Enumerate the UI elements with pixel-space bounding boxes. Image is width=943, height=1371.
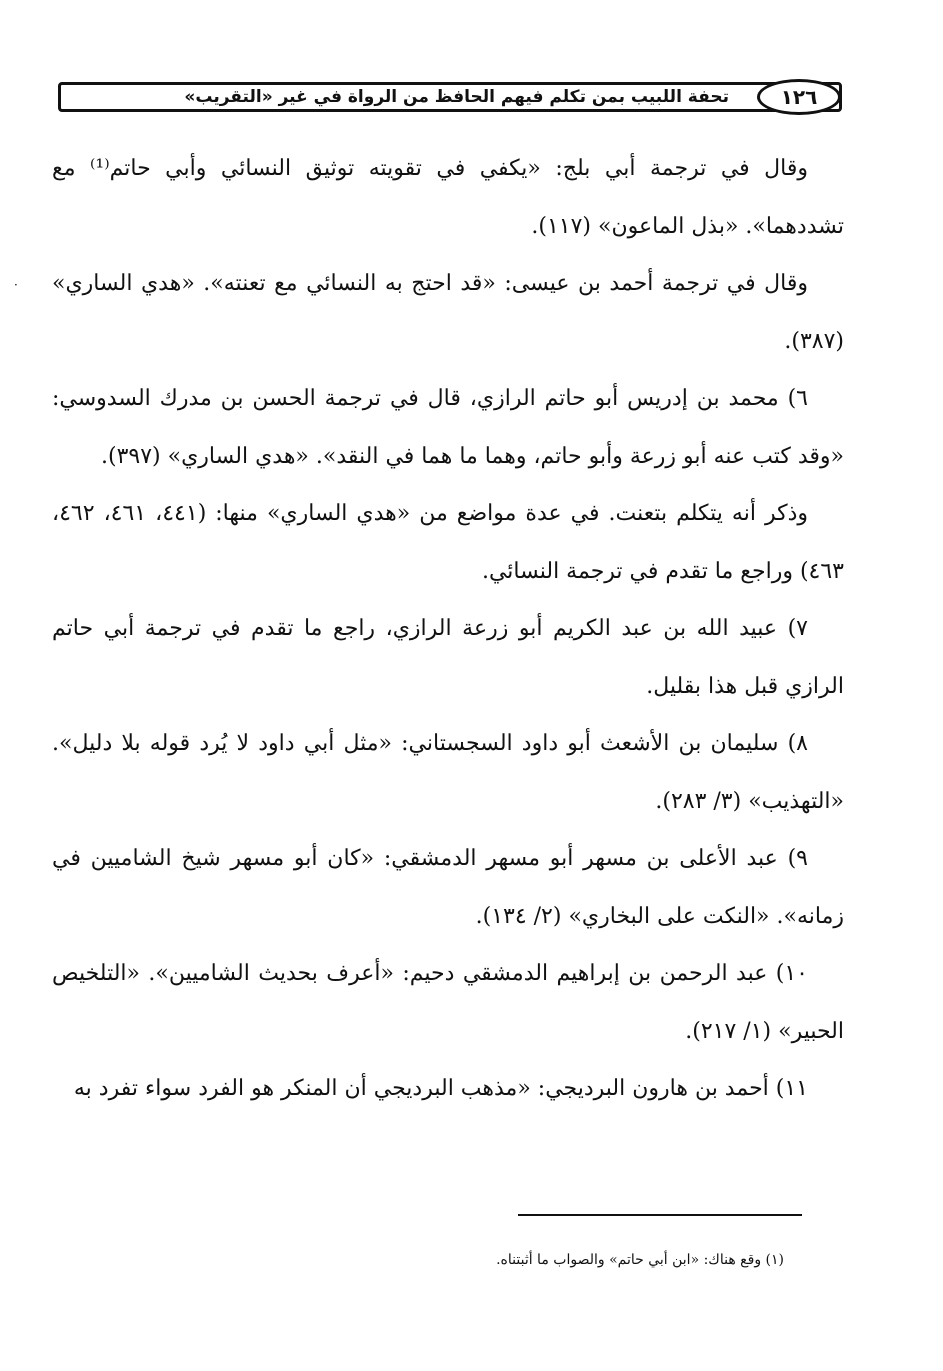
paragraph: ٦) محمد بن إدريس أبو حاتم الرازي، قال في ترجمة الحسن بن مدرك السدوسي: «وقد كتب عنه أبو زرعة وأبو حاتم، وهما ما هما في النقد». «هدي الساري» (٣٩٧).: [52, 386, 844, 469]
paragraph: وقال في ترجمة أبي بلج: «يكفي في تقويته توثيق النسائي وأبي حاتم⁽¹⁾ مع تشددهما». «بذل الماعون» (١١٧).: [52, 156, 844, 239]
footnote: (١) وقع هناك: «ابن أبي حاتم» والصواب ما أثبتناه.: [496, 1252, 784, 1268]
page-number: ١٢٦: [757, 79, 841, 115]
footnote-divider: [518, 1214, 802, 1216]
book-title: تحفة اللبيب بمن تكلم فيهم الحافظ من الرواة في غير «التقريب»: [184, 87, 729, 107]
running-header: [58, 82, 842, 112]
paragraph: ١١) أحمد بن هارون البرديجي: «مذهب البرديجي أن المنكر هو الفرد سواء تفرد به: [73, 1076, 808, 1101]
paragraph: ٧) عبيد الله بن عبد الكريم أبو زرعة الرازي، راجع ما تقدم في ترجمة أبي حاتم الرازي قبل هذا بقليل.: [52, 616, 844, 699]
stray-mark: ·: [14, 278, 18, 292]
main-text: [52, 140, 844, 1118]
paragraph: وذكر أنه يتكلم بتعنت. في عدة مواضع من «هدي الساري» منها: (٤٤١، ٤٦١، ٤٦٢، ٤٦٣) وراجع ما تقدم في ترجمة النسائي.: [52, 501, 844, 584]
paragraph: ٩) عبد الأعلى بن مسهر أبو مسهر الدمشقي: «كان أبو مسهر شيخ الشاميين في زمانه». «النكت على البخاري» (٢/ ١٣٤).: [52, 846, 844, 929]
paragraph: وقال في ترجمة أحمد بن عيسى: «قد احتج به النسائي مع تعنته». «هدي الساري» (٣٨٧).: [52, 271, 844, 354]
paragraph: ١٠) عبد الرحمن بن إبراهيم الدمشقي دحيم: «أعرف بحديث الشاميين». «التلخيص الحبير» (١/ ٢١٧).: [52, 961, 844, 1044]
paragraph: ٨) سليمان بن الأشعث أبو داود السجستاني: «مثل أبي داود لا يُرد قوله بلا دليل». «التهذيب» (٣/ ٢٨٣).: [52, 731, 844, 814]
